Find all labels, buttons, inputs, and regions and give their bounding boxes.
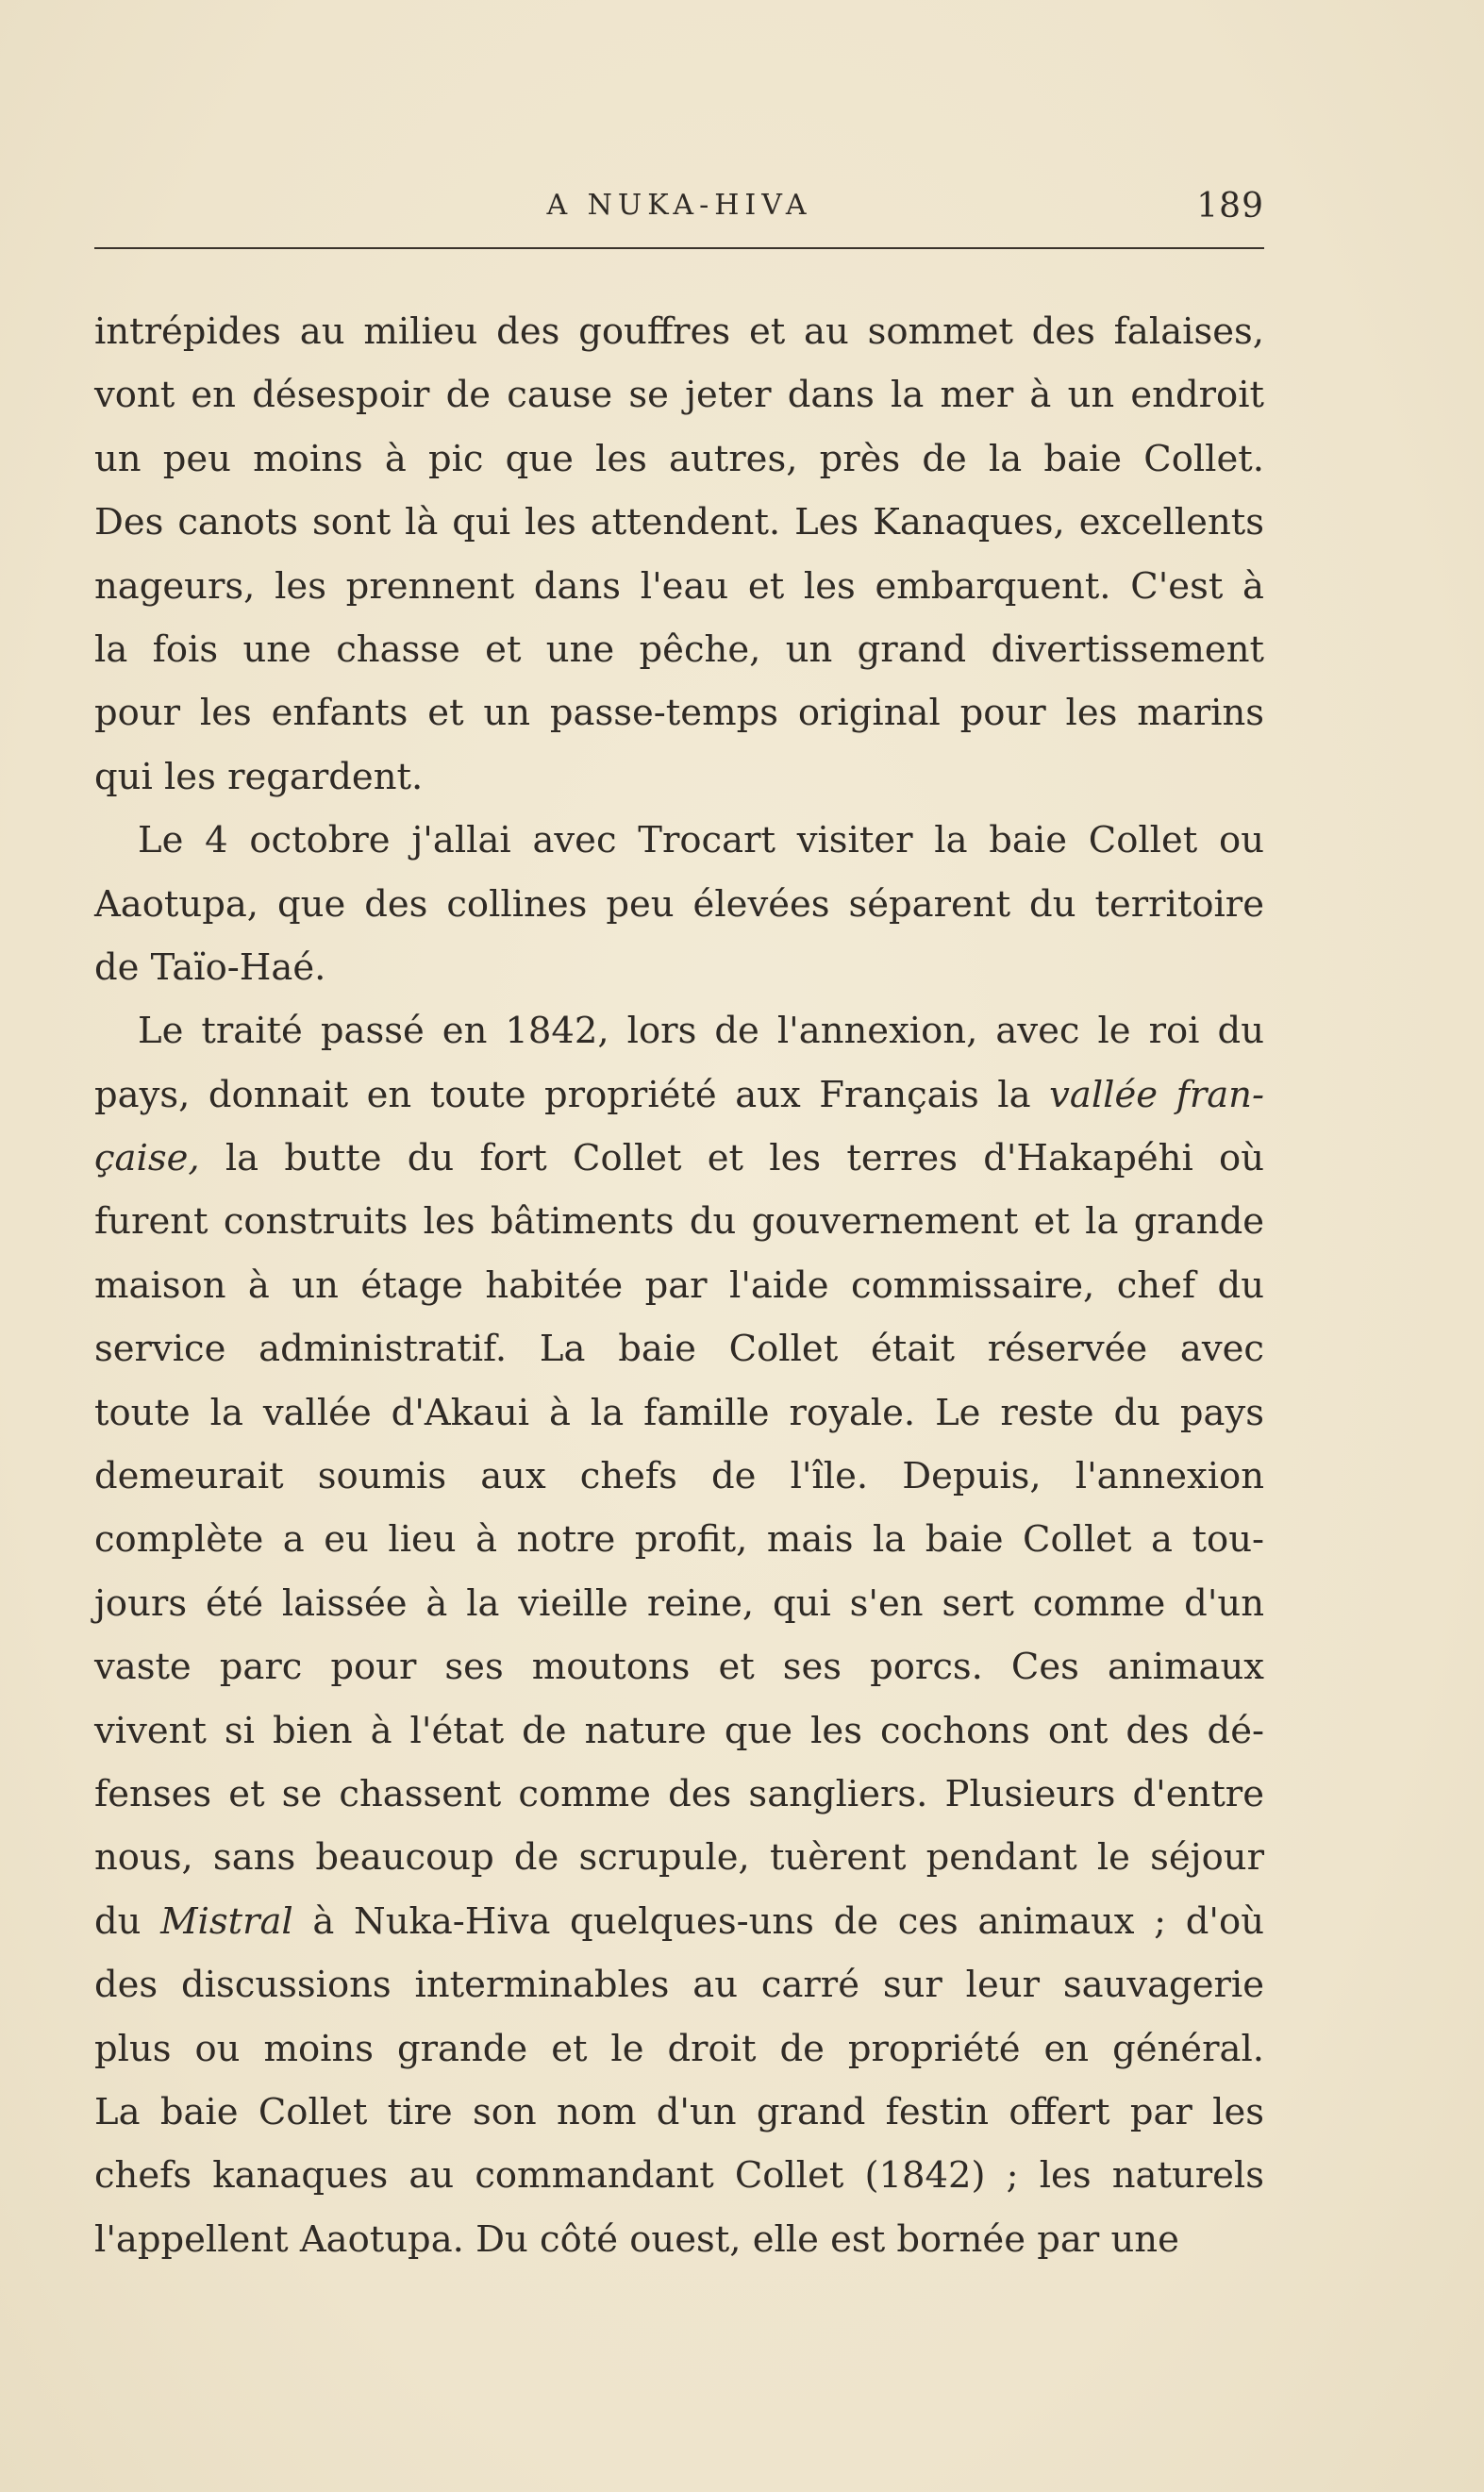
text-line: [94, 1826, 1264, 1889]
body-text: [94, 300, 1264, 2271]
text-line: [94, 1890, 1264, 1953]
text-run: toute la vallée d'Akaui à la famille royale. Le reste du pays: [94, 1391, 1264, 1434]
text-run: service administratif. La baie Collet était réservée avec: [94, 1328, 1264, 1371]
text-line: [94, 1572, 1264, 1635]
text-run: qui les regardent.: [94, 755, 424, 798]
text-run: Le 4 octobre j'allai avec Trocart visiter la baie Collet ou: [138, 819, 1264, 862]
text-run: intrépides au milieu des gouffres et au sommet des falaises,: [94, 310, 1264, 353]
text-line: [94, 491, 1264, 554]
running-title: A NUKA-HIVA: [546, 189, 812, 222]
text-line: [94, 427, 1264, 491]
text-line: [94, 2017, 1264, 2081]
text-line: [94, 1763, 1264, 1826]
italic-text: vallée fran-: [1049, 1073, 1264, 1116]
text-run: à Nuka-Hiva quelques-uns de ces animaux ; d'où: [292, 1899, 1264, 1943]
text-run: la fois une chasse et une pêche, un grand divertissement: [94, 627, 1264, 671]
text-run: Aaotupa, que des collines peu élevées séparent du territoire: [94, 882, 1264, 926]
text-line: [94, 1953, 1264, 2016]
text-run: La baie Collet tire son nom d'un grand festin offert par les: [94, 2090, 1264, 2133]
text-line: [94, 1635, 1264, 1698]
text-line: [94, 618, 1264, 681]
text-line: [94, 999, 1264, 1062]
text-run: de Taïo-Haé.: [94, 945, 326, 989]
text-run: plus ou moins grande et le droit de propriété en général.: [94, 2027, 1264, 2070]
italic-text: Mistral: [160, 1899, 293, 1943]
text-line: [94, 745, 1264, 809]
page-number: 189: [1196, 187, 1264, 226]
text-run: furent construits les bâtiments du gouvernement et la grande: [94, 1200, 1264, 1244]
text-run: vaste parc pour ses moutons et ses porcs. Ces animaux: [94, 1646, 1264, 1689]
text-run: jours été laissée à la vieille reine, qui s'en sert comme d'un: [94, 1581, 1264, 1625]
text-run: pays, donnait en toute propriété aux Français la: [94, 1073, 1050, 1116]
text-line: [94, 2081, 1264, 2144]
text-run: fenses et se chassent comme des sangliers. Plusieurs d'entre: [94, 1772, 1264, 1815]
text-run: la butte du fort Collet et les terres d'Hakapéhi où: [199, 1137, 1264, 1180]
text-run: demeurait soumis aux chefs de l'île. Depuis, l'annexion: [94, 1455, 1264, 1498]
text-run: nageurs, les prennent dans l'eau et les embarquent. C'est à: [94, 564, 1264, 608]
text-line: [94, 1445, 1264, 1508]
italic-text: çaise,: [94, 1137, 200, 1180]
text-line: [94, 1127, 1264, 1190]
text-line: [94, 936, 1264, 999]
text-line: [94, 1063, 1264, 1127]
text-run: Le traité passé en 1842, lors de l'annexion, avec le roi du: [138, 1010, 1264, 1053]
text-run: maison à un étage habitée par l'aide commissaire, chef du: [94, 1263, 1264, 1307]
text-line: [94, 2144, 1264, 2207]
text-line: [94, 1381, 1264, 1445]
text-run: vont en désespoir de cause se jeter dans la mer à un endroit: [94, 374, 1264, 417]
text-line: [94, 1699, 1264, 1763]
text-line: [94, 1254, 1264, 1317]
text-run: un peu moins à pic que les autres, près de la baie Collet.: [94, 437, 1264, 480]
text-line: [94, 1190, 1264, 1253]
text-run: complète a eu lieu à notre profit, mais la baie Collet a tou-: [94, 1518, 1264, 1562]
text-line: [94, 809, 1264, 872]
text-line: [94, 1317, 1264, 1380]
text-line: [94, 873, 1264, 936]
text-run: l'appellent Aaotupa. Du côté ouest, elle est bornée par une: [94, 2217, 1179, 2261]
text-line: [94, 681, 1264, 744]
running-head: [94, 185, 1264, 232]
text-run: pour les enfants et un passe-temps original pour les marins: [94, 692, 1264, 735]
text-run: chefs kanaques au commandant Collet (1842) ; les naturels: [94, 2154, 1264, 2198]
text-run: nous, sans beaucoup de scrupule, tuèrent pendant le séjour: [94, 1836, 1264, 1880]
text-line: [94, 363, 1264, 426]
text-run: vivent si bien à l'état de nature que les cochons ont des dé-: [94, 1709, 1264, 1752]
text-line: [94, 1508, 1264, 1571]
header-rule: [94, 247, 1264, 249]
text-line: [94, 300, 1264, 363]
text-line: [94, 555, 1264, 618]
text-line: [94, 2208, 1264, 2271]
text-run: des discussions interminables au carré sur leur sauvagerie: [94, 1964, 1264, 2007]
text-run: Des canots sont là qui les attendent. Les Kanaques, excellents: [94, 501, 1264, 544]
text-run: du: [94, 1899, 161, 1943]
